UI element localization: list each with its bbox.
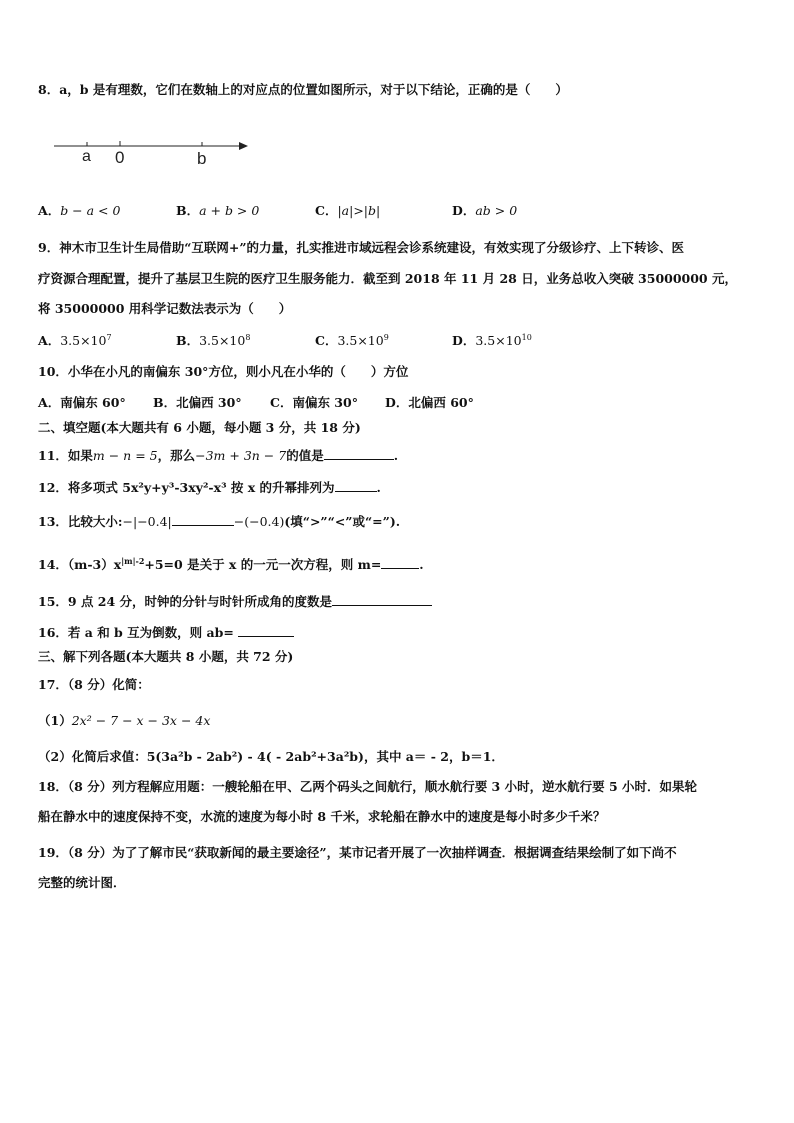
number-line-arrow bbox=[239, 142, 248, 150]
q18-line-2: 船在静水中的速度保持不变，水流的速度为每小时 8 千米，求轮船在静水中的速度是每小时多少千米？ bbox=[38, 809, 606, 824]
q13-right-expr: −(−0.4) bbox=[233, 514, 285, 529]
q19-line-1: 19．（8 分）为了了解市民“获取新闻的最主要途径”，某市记者开展了一次抽样调查．根据调查结果绘制了如下尚不 bbox=[38, 845, 677, 860]
q11-mid: ，那么 bbox=[157, 448, 196, 463]
q17-part-1-expr: 2x² − 7 − x − 3x − 4x bbox=[71, 713, 211, 728]
q9-option-c[interactable] bbox=[315, 332, 389, 350]
q10-option-d[interactable] bbox=[385, 394, 474, 412]
option-base: 3.5×10 bbox=[199, 333, 246, 348]
q11-answer-blank[interactable] bbox=[324, 446, 394, 460]
q9-line-1: 9．神木市卫生计生局借助“互联网+”的力量，扎实推进市域远程会诊系统建设，有效实现了分级诊疗、上下转诊、医 bbox=[38, 240, 685, 255]
q11-expression: −3m + 3n − 7 bbox=[195, 448, 287, 463]
q8-option-d[interactable] bbox=[452, 202, 517, 220]
option-exponent: 7 bbox=[106, 333, 112, 342]
option-letter: D． bbox=[385, 395, 409, 410]
option-exponent: 10 bbox=[521, 333, 532, 342]
q8-option-c[interactable] bbox=[315, 202, 380, 220]
q12-end: . bbox=[376, 480, 381, 495]
q10-option-c[interactable] bbox=[270, 394, 358, 412]
label-zero: 0 bbox=[115, 148, 125, 167]
q15 bbox=[38, 592, 432, 611]
option-text: 南偏东 60° bbox=[60, 395, 126, 410]
option-expr: ab > 0 bbox=[475, 203, 518, 218]
option-letter: D． bbox=[452, 203, 476, 218]
q14 bbox=[38, 555, 424, 574]
q16-answer-blank[interactable] bbox=[238, 623, 294, 637]
option-expr: a + b > 0 bbox=[199, 203, 260, 218]
q15-stem: 15．9 点 24 分，时钟的分针与时针所成角的度数是 bbox=[38, 594, 333, 609]
q12-stem: 12．将多项式 5x²y+y³-3xy²-x³ 按 x 的升幂排列为 bbox=[38, 480, 335, 495]
q13 bbox=[38, 512, 400, 531]
q12-answer-blank[interactable] bbox=[335, 478, 377, 492]
q11-end: . bbox=[393, 448, 399, 463]
q14-post: +5=0 是关于 x 的一元一次方程，则 m= bbox=[144, 557, 382, 572]
q8-stem: 8．a，b 是有理数，它们在数轴上的对应点的位置如图所示，对于以下结论，正确的是（ ） bbox=[38, 82, 568, 97]
section-2-heading: 二、填空题(本大题共有 6 小题，每小题 3 分，共 18 分) bbox=[38, 420, 361, 435]
q10-stem: 10．小华在小凡的南偏东 30°方位，则小凡在小华的（ ）方位 bbox=[38, 364, 409, 379]
q10-option-a[interactable] bbox=[38, 394, 126, 412]
number-line-figure bbox=[52, 132, 252, 172]
q15-answer-blank[interactable] bbox=[332, 592, 432, 606]
label-b: b bbox=[197, 149, 207, 168]
q8-option-b[interactable] bbox=[176, 202, 259, 220]
option-letter: B． bbox=[176, 333, 200, 348]
q9-line-2: 疗资源合理配置，提升了基层卫生院的医疗卫生服务能力．截至到 2018 年 11 月 28 日，业务总收入突破 35000000 元， bbox=[38, 271, 737, 286]
q11 bbox=[38, 446, 398, 465]
option-text: 北偏西 60° bbox=[408, 395, 474, 410]
q11-pre: 11．如果 bbox=[38, 448, 93, 463]
q18-line-1: 18．（8 分）列方程解应用题：一艘轮船在甲、乙两个码头之间航行，顺水航行要 3 小时，逆水航行要 5 小时．如果轮 bbox=[38, 779, 697, 794]
option-exponent: 9 bbox=[383, 333, 389, 342]
q8-option-a[interactable] bbox=[38, 202, 120, 220]
option-letter: C． bbox=[315, 203, 338, 218]
q14-exponent: |m|-2 bbox=[121, 556, 145, 566]
option-letter: B． bbox=[153, 395, 177, 410]
section-3-heading: 三、解下列各题(本大题共 8 小题，共 72 分) bbox=[38, 649, 294, 664]
q17-heading: 17．（8 分）化简： bbox=[38, 677, 150, 692]
q13-pre: 13．比较大小: bbox=[38, 514, 123, 529]
q12 bbox=[38, 478, 381, 497]
q13-hint: (填“>”“<”或“=”). bbox=[284, 514, 401, 529]
option-expr: |a|>|b| bbox=[337, 203, 381, 218]
q13-left-expr: −|−0.4| bbox=[122, 514, 172, 529]
option-text: 南偏东 30° bbox=[292, 395, 358, 410]
q17-part-1-label: （1） bbox=[38, 713, 72, 728]
option-letter: D． bbox=[452, 333, 476, 348]
q9-option-b[interactable] bbox=[176, 332, 250, 350]
q14-answer-blank[interactable] bbox=[381, 555, 419, 569]
option-letter: C． bbox=[270, 395, 293, 410]
option-base: 3.5×10 bbox=[60, 333, 107, 348]
q10-option-b[interactable] bbox=[153, 394, 242, 412]
q17-part-1 bbox=[38, 712, 210, 730]
option-expr: b − a < 0 bbox=[60, 203, 121, 218]
option-letter: C． bbox=[315, 333, 338, 348]
q9-option-d[interactable] bbox=[452, 332, 532, 350]
q14-pre: 14．（m-3）x bbox=[38, 557, 122, 572]
q11-post: 的值是 bbox=[286, 448, 324, 463]
q19-line-2: 完整的统计图． bbox=[38, 875, 126, 890]
q9-line-3: 将 35000000 用科学记数法表示为（ ） bbox=[38, 301, 292, 316]
option-letter: A． bbox=[38, 203, 61, 218]
q16-stem: 16．若 a 和 b 互为倒数，则 ab= bbox=[38, 625, 234, 640]
option-letter: B． bbox=[176, 203, 200, 218]
q11-condition: m − n = 5 bbox=[92, 448, 158, 463]
option-base: 3.5×10 bbox=[337, 333, 384, 348]
q14-end: . bbox=[419, 557, 424, 572]
q16 bbox=[38, 623, 294, 642]
option-letter: A． bbox=[38, 333, 61, 348]
option-exponent: 8 bbox=[245, 333, 251, 342]
q17-part-2: （2）化简后求值：5(3a²b - 2ab²) - 4( - 2ab²+3a²b)，其中 a＝ - 2，b＝1． bbox=[38, 749, 504, 764]
option-base: 3.5×10 bbox=[475, 333, 522, 348]
option-text: 北偏西 30° bbox=[176, 395, 242, 410]
q13-answer-blank[interactable] bbox=[172, 512, 234, 526]
option-letter: A． bbox=[38, 395, 61, 410]
q9-option-a[interactable] bbox=[38, 332, 112, 350]
label-a: a bbox=[82, 148, 91, 165]
